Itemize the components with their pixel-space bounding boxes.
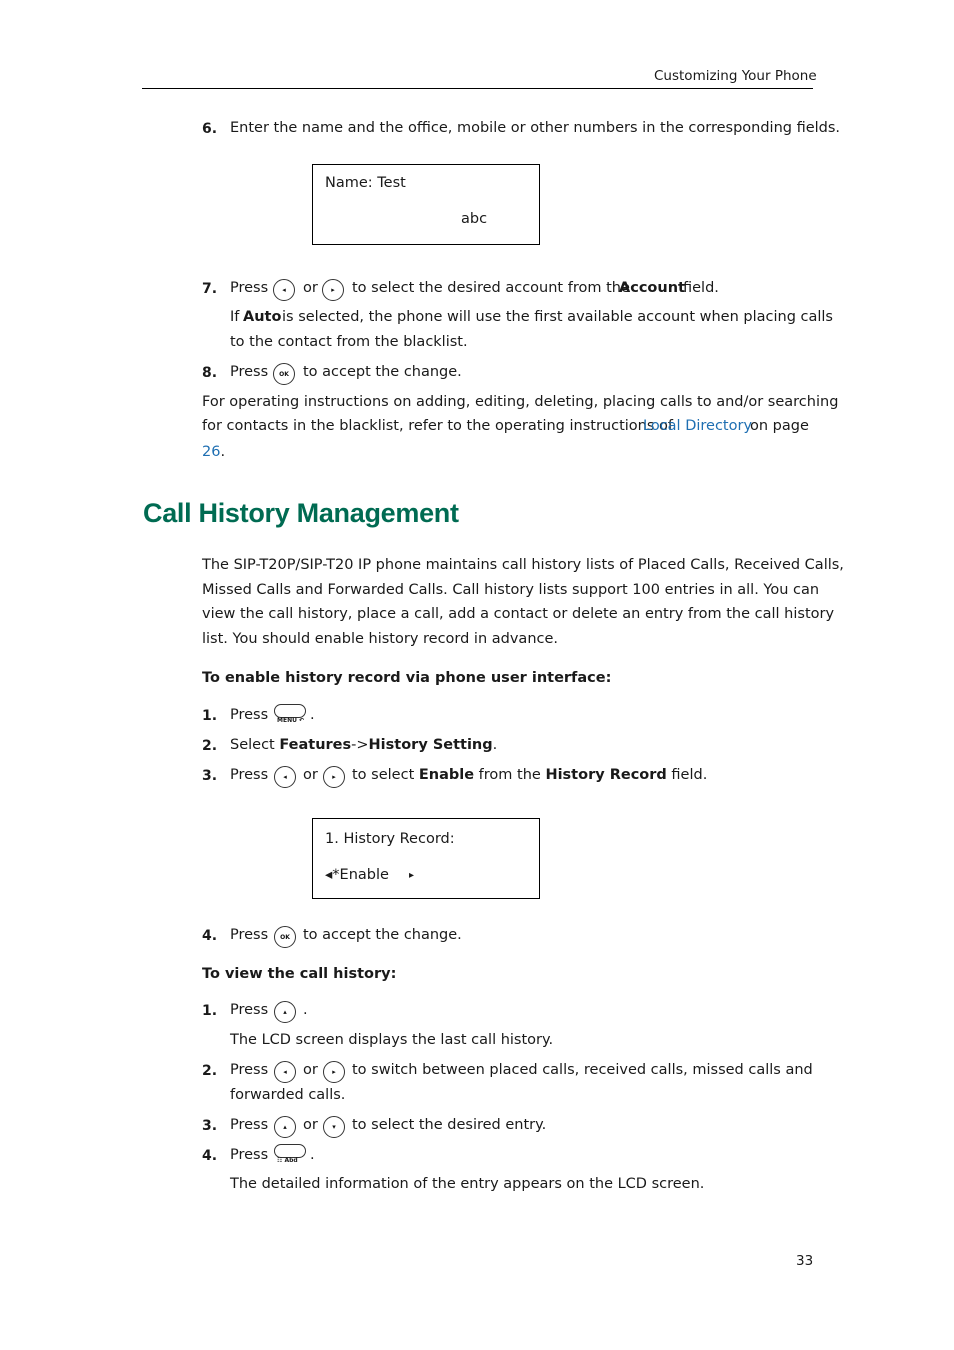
note-text: to the contact from the blacklist. — [230, 334, 468, 350]
paragraph-line — [202, 418, 673, 434]
period: . — [303, 1002, 308, 1018]
period: . — [492, 737, 498, 753]
left-arrow-key-icon: ◂ — [274, 1061, 296, 1083]
option-keyword: Enable — [418, 767, 475, 783]
intro-line: Missed Calls and Forwarded Calls. Call history lists support 100 entries in all. You can — [202, 582, 820, 598]
right-arrow-key-icon: ▸ — [322, 279, 344, 301]
step-number: 7. — [202, 281, 218, 297]
left-arrow-key-icon: ◂ — [273, 279, 295, 301]
step-note: The detailed information of the entry appears on the LCD screen. — [230, 1176, 705, 1192]
menu-key-icon — [274, 704, 306, 724]
left-arrow-key-icon: ◂ — [274, 766, 296, 788]
paragraph-text: on page — [750, 418, 809, 434]
select-label: Select — [230, 737, 275, 753]
note-if: If — [230, 309, 240, 325]
option-keyword: Auto — [243, 309, 282, 325]
step-text — [230, 737, 497, 753]
period: . — [220, 444, 226, 460]
press-label: Press — [230, 280, 269, 296]
subheading: To enable history record via phone user interface: — [202, 670, 612, 686]
step-text: to accept the change. — [303, 364, 462, 380]
paragraph-line: For operating instructions on adding, editing, deleting, placing calls to and/or searching — [202, 394, 839, 410]
header-rule — [142, 88, 813, 89]
right-triangle-icon: ▸ — [409, 870, 415, 881]
press-label: Press — [230, 767, 269, 783]
step-text: to switch between placed calls, received calls, missed calls and — [352, 1062, 813, 1078]
key-shape — [274, 704, 306, 718]
up-arrow-key-icon: ▴ — [274, 1116, 296, 1138]
ok-key-icon: OK — [273, 363, 295, 385]
step-text: to select the desired account from the — [352, 280, 630, 296]
section-title: Call History Management — [143, 498, 459, 528]
step-number: 3. — [202, 768, 218, 784]
step-number: 4. — [202, 928, 218, 944]
page-link[interactable]: 26 — [202, 444, 221, 460]
press-label: Press — [230, 927, 269, 943]
step-text: to accept the change. — [303, 927, 462, 943]
local-directory-link[interactable]: Local Directory — [643, 418, 753, 434]
lcd-line: Name: Test — [325, 175, 406, 191]
step-text-part: field. — [671, 767, 708, 783]
press-label: Press — [230, 1002, 269, 1018]
step-number: 2. — [202, 738, 218, 754]
page-number: 33 — [796, 1253, 814, 1269]
up-arrow-key-icon: ▴ — [274, 1001, 296, 1023]
running-header: Customizing Your Phone — [654, 68, 817, 84]
period: . — [310, 707, 315, 723]
down-arrow-key-icon: ▾ — [323, 1116, 345, 1138]
soft-key-icon — [274, 1144, 306, 1164]
subheading: To view the call history: — [202, 966, 397, 982]
key-label: MENU ↶ — [277, 717, 305, 724]
or-label: or — [303, 1117, 318, 1133]
note-text: is selected, the phone will use the first available account when placing calls — [282, 309, 833, 325]
step-text: to select the desired entry. — [352, 1117, 547, 1133]
step-text-part: from the — [478, 767, 541, 783]
or-label: or — [303, 280, 318, 296]
step-text-part: to select — [352, 767, 415, 783]
paragraph-text: for contacts in the blacklist, refer to the operating instructions of — [202, 418, 673, 434]
menu-arrow: -> — [351, 737, 369, 753]
or-label: or — [303, 767, 318, 783]
key-shape — [274, 1144, 306, 1158]
paragraph-line — [202, 444, 225, 460]
lcd-input-mode: abc — [461, 211, 488, 227]
intro-line: list. You should enable history record in advance. — [202, 631, 559, 647]
step-number: 1. — [202, 708, 218, 724]
step-text: Enter the name and the office, mobile or other numbers in the corresponding fields. — [230, 120, 841, 136]
step-number: 3. — [202, 1118, 218, 1134]
lcd-option: ◂*Enable — [325, 867, 389, 883]
period: . — [310, 1147, 315, 1163]
press-label: Press — [230, 1062, 269, 1078]
step-note: The LCD screen displays the last call history. — [230, 1032, 554, 1048]
ok-key-icon: OK — [274, 926, 296, 948]
step-text: forwarded calls. — [230, 1087, 346, 1103]
intro-line: view the call history, place a call, add a contact or delete an entry from the call history — [202, 606, 835, 622]
step-number: 2. — [202, 1063, 218, 1079]
menu-keyword: History Setting — [368, 737, 493, 753]
step-number: 1. — [202, 1003, 218, 1019]
press-label: Press — [230, 707, 269, 723]
step-text: field. — [683, 280, 719, 296]
step-number: 4. — [202, 1148, 218, 1164]
right-arrow-key-icon: ▸ — [323, 1061, 345, 1083]
field-keyword: Account — [619, 280, 685, 296]
field-keyword: History Record — [545, 767, 667, 783]
intro-line: The SIP-T20P/SIP-T20 IP phone maintains call history lists of Placed Calls, Received Calls, — [202, 557, 844, 573]
menu-keyword: Features — [279, 737, 352, 753]
press-label: Press — [230, 364, 269, 380]
step-number: 6. — [202, 121, 218, 137]
lcd-screen-history — [312, 818, 540, 899]
or-label: or — [303, 1062, 318, 1078]
press-label: Press — [230, 1147, 269, 1163]
key-label: ☷ Abd — [277, 1157, 298, 1164]
right-arrow-key-icon: ▸ — [323, 766, 345, 788]
press-label: Press — [230, 1117, 269, 1133]
step-text — [352, 767, 707, 783]
lcd-screen-name — [312, 164, 540, 245]
step-number: 8. — [202, 365, 218, 381]
lcd-line: 1. History Record: — [325, 831, 455, 847]
